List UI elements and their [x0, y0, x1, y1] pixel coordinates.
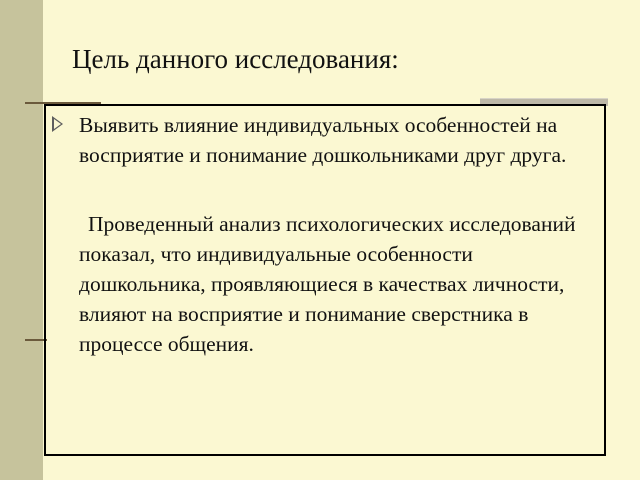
body-paragraph [79, 209, 601, 359]
bullet-paragraph-text: Выявить влияние индивидуальных особенностей на восприятие и понимание дошкольниками друг друга. [79, 113, 567, 167]
slide-title: Цель данного исследования: [72, 44, 399, 74]
body-paragraph-text: Проведенный анализ психологических исследований показал, что индивидуальные особенности дошкольника, проявляющиеся в качествах личности, влияют на восприятие и понимание сверстника в процессе общения. [79, 212, 576, 356]
left-decorative-band [0, 0, 43, 480]
triangle-bullet-icon [52, 116, 63, 132]
bullet-paragraph [79, 110, 594, 170]
